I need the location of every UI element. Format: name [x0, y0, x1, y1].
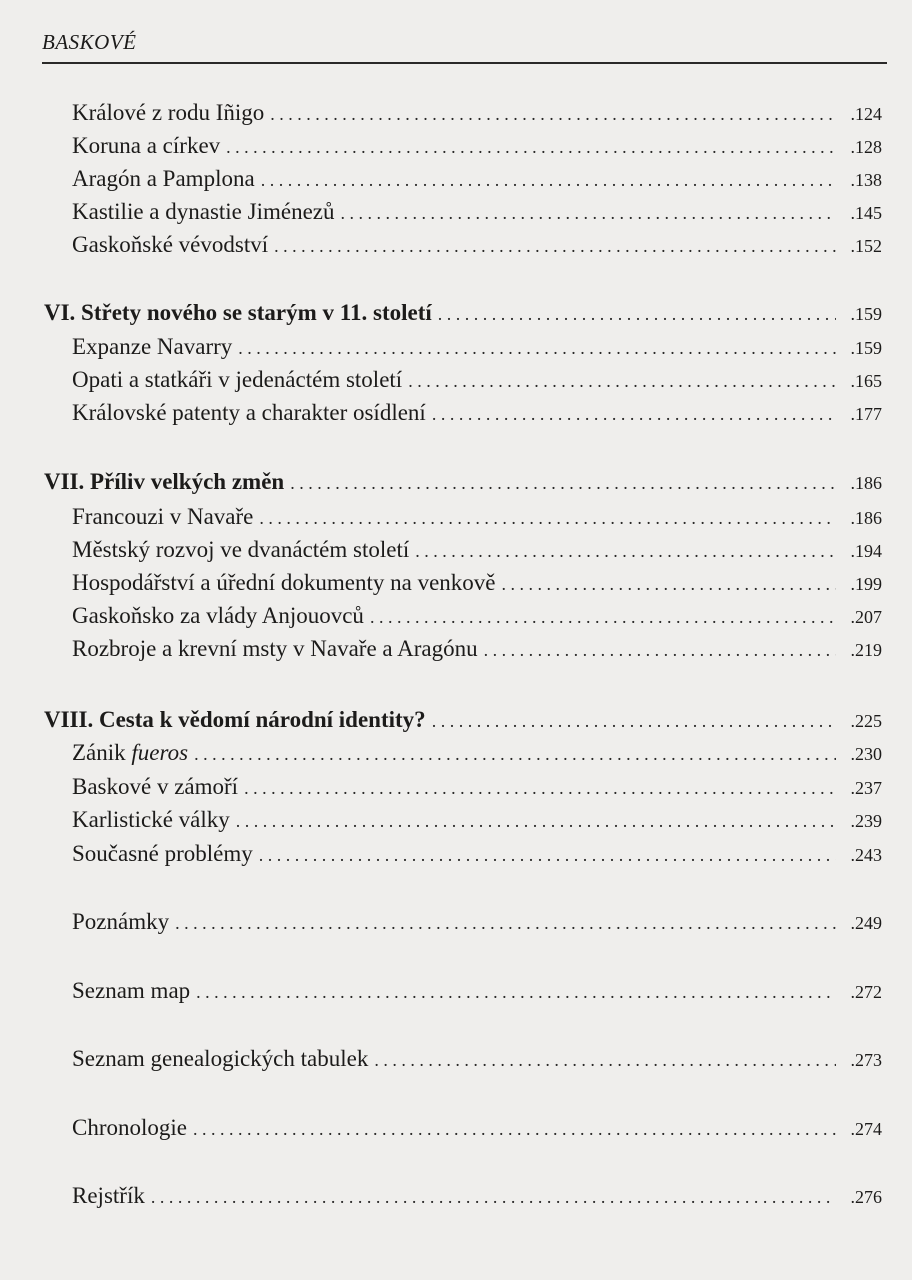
dot-leader [236, 811, 836, 832]
dot-leader [415, 541, 836, 562]
toc-entry-page: .219 [850, 640, 882, 660]
toc-chapter [0, 707, 912, 737]
toc-entry-page: .152 [850, 236, 882, 256]
toc-entry-title: Gaskoňsko za vlády Anjouovců [72, 603, 364, 628]
toc-entry [0, 504, 912, 534]
toc-entry-page: .230 [850, 744, 882, 764]
toc-entry-title: Hospodářství a úřední dokumenty na venkově [72, 570, 496, 595]
dot-leader [270, 104, 836, 125]
toc-back-matter-title: Seznam map [72, 978, 191, 1003]
toc-entry-title: Kastilie a dynastie Jiménezů [72, 199, 335, 224]
toc-back-matter-page: .273 [850, 1050, 882, 1070]
toc-entry-page: .243 [850, 845, 882, 865]
toc-back-matter-title: Poznámky [72, 909, 170, 934]
toc-back-matter-page: .274 [850, 1119, 882, 1139]
dot-leader [432, 711, 836, 732]
toc-entry-title: Aragón a Pamplona [72, 166, 255, 191]
toc-entry-title-italic: fueros [131, 740, 189, 765]
toc-chapter [0, 300, 912, 330]
toc-entry-title [0, 740, 188, 766]
dot-leader [196, 982, 836, 1003]
dot-leader [370, 607, 836, 628]
toc-entry [0, 537, 912, 567]
dot-leader [193, 1119, 836, 1140]
toc-chapter-page: .159 [850, 304, 882, 324]
toc-entry-title: Francouzi v Navaře [72, 504, 254, 529]
toc-back-matter-page: .276 [850, 1187, 882, 1207]
toc-chapter-title: VI. Střety nového se starým v 11. století [44, 300, 432, 325]
toc-entry-page: .124 [850, 104, 882, 124]
toc-back-matter [0, 909, 912, 939]
dot-leader [502, 574, 837, 595]
dot-leader [341, 203, 836, 224]
toc-entry-page: .165 [850, 371, 882, 391]
dot-leader [374, 1050, 836, 1071]
toc-entry-page: .194 [850, 541, 882, 561]
toc-entry-title-plain: Zánik [72, 740, 132, 765]
toc-back-matter-title: Rejstřík [72, 1183, 145, 1208]
toc-entry [0, 133, 912, 163]
toc-entry-title: Současné problémy [72, 841, 253, 866]
toc-entry [0, 636, 912, 666]
toc-entry-page: .237 [850, 778, 882, 798]
toc-back-matter [0, 1046, 912, 1076]
toc-back-matter-title: Chronologie [72, 1115, 187, 1140]
toc-entry-title: Expanze Navarry [72, 334, 233, 359]
dot-leader [261, 170, 836, 191]
toc-entry [0, 603, 912, 633]
toc-entry-page: .138 [850, 170, 882, 190]
dot-leader [432, 404, 836, 425]
dot-leader [238, 338, 836, 359]
toc-entry-title: Rozbroje a krevní msty v Navaře a Aragónu [72, 636, 478, 661]
toc-back-matter-page: .249 [850, 913, 882, 933]
toc-entry-page: .186 [850, 508, 882, 528]
toc-back-matter [0, 978, 912, 1008]
toc-entry-title: Gaskoňské vévodství [72, 232, 269, 257]
toc-chapter [0, 469, 912, 499]
toc-entry-page: .177 [850, 404, 882, 424]
toc-entry-title: Královské patenty a charakter osídlení [72, 400, 426, 425]
dot-leader [408, 371, 836, 392]
toc-back-matter-page: .272 [850, 982, 882, 1002]
dot-leader [244, 778, 836, 799]
toc-entry-page: .159 [850, 338, 882, 358]
dot-leader [194, 744, 836, 765]
toc-back-matter-title: Seznam genealogických tabulek [72, 1046, 369, 1071]
toc-entry [0, 740, 912, 770]
toc-entry-title: Baskové v zámoří [72, 774, 239, 799]
running-head: BASKOVÉ [42, 30, 137, 54]
toc-entry-title: Koruna a církev [72, 133, 221, 158]
dot-leader [259, 845, 836, 866]
dot-leader [274, 236, 836, 257]
toc-entry [0, 166, 912, 196]
dot-leader [290, 473, 836, 494]
toc-entry-page: .128 [850, 137, 882, 157]
toc-entry [0, 400, 912, 430]
toc-entry [0, 199, 912, 229]
toc-entry [0, 100, 912, 130]
toc-chapter-page: .186 [850, 473, 882, 493]
toc-chapter-title: VIII. Cesta k vědomí národní identity? [44, 707, 426, 732]
toc-entry-title: Karlistické války [72, 807, 230, 832]
toc-entry-page: .207 [850, 607, 882, 627]
toc-entry-title: Králové z rodu Iñigo [72, 100, 265, 125]
toc-entry [0, 774, 912, 804]
toc-back-matter [0, 1115, 912, 1145]
toc-entry-title: Opati a statkáři v jedenáctém století [72, 367, 403, 392]
dot-leader [484, 640, 836, 661]
dot-leader [438, 304, 836, 325]
toc-entry [0, 807, 912, 837]
dot-leader [175, 913, 836, 934]
dot-leader [151, 1187, 836, 1208]
toc-entry-page: .239 [850, 811, 882, 831]
dot-leader [226, 137, 836, 158]
toc-entry-title: Městský rozvoj ve dvanáctém století [72, 537, 410, 562]
toc-back-matter [0, 1183, 912, 1213]
toc-entry [0, 570, 912, 600]
toc-chapter-title: VII. Příliv velkých změn [44, 469, 285, 494]
toc-entry-page: .145 [850, 203, 882, 223]
dot-leader [259, 508, 836, 529]
toc-entry [0, 841, 912, 871]
toc-entry [0, 334, 912, 364]
toc-entry [0, 232, 912, 262]
toc-entry [0, 367, 912, 397]
toc-entry-page: .199 [850, 574, 882, 594]
toc-chapter-page: .225 [850, 711, 882, 731]
